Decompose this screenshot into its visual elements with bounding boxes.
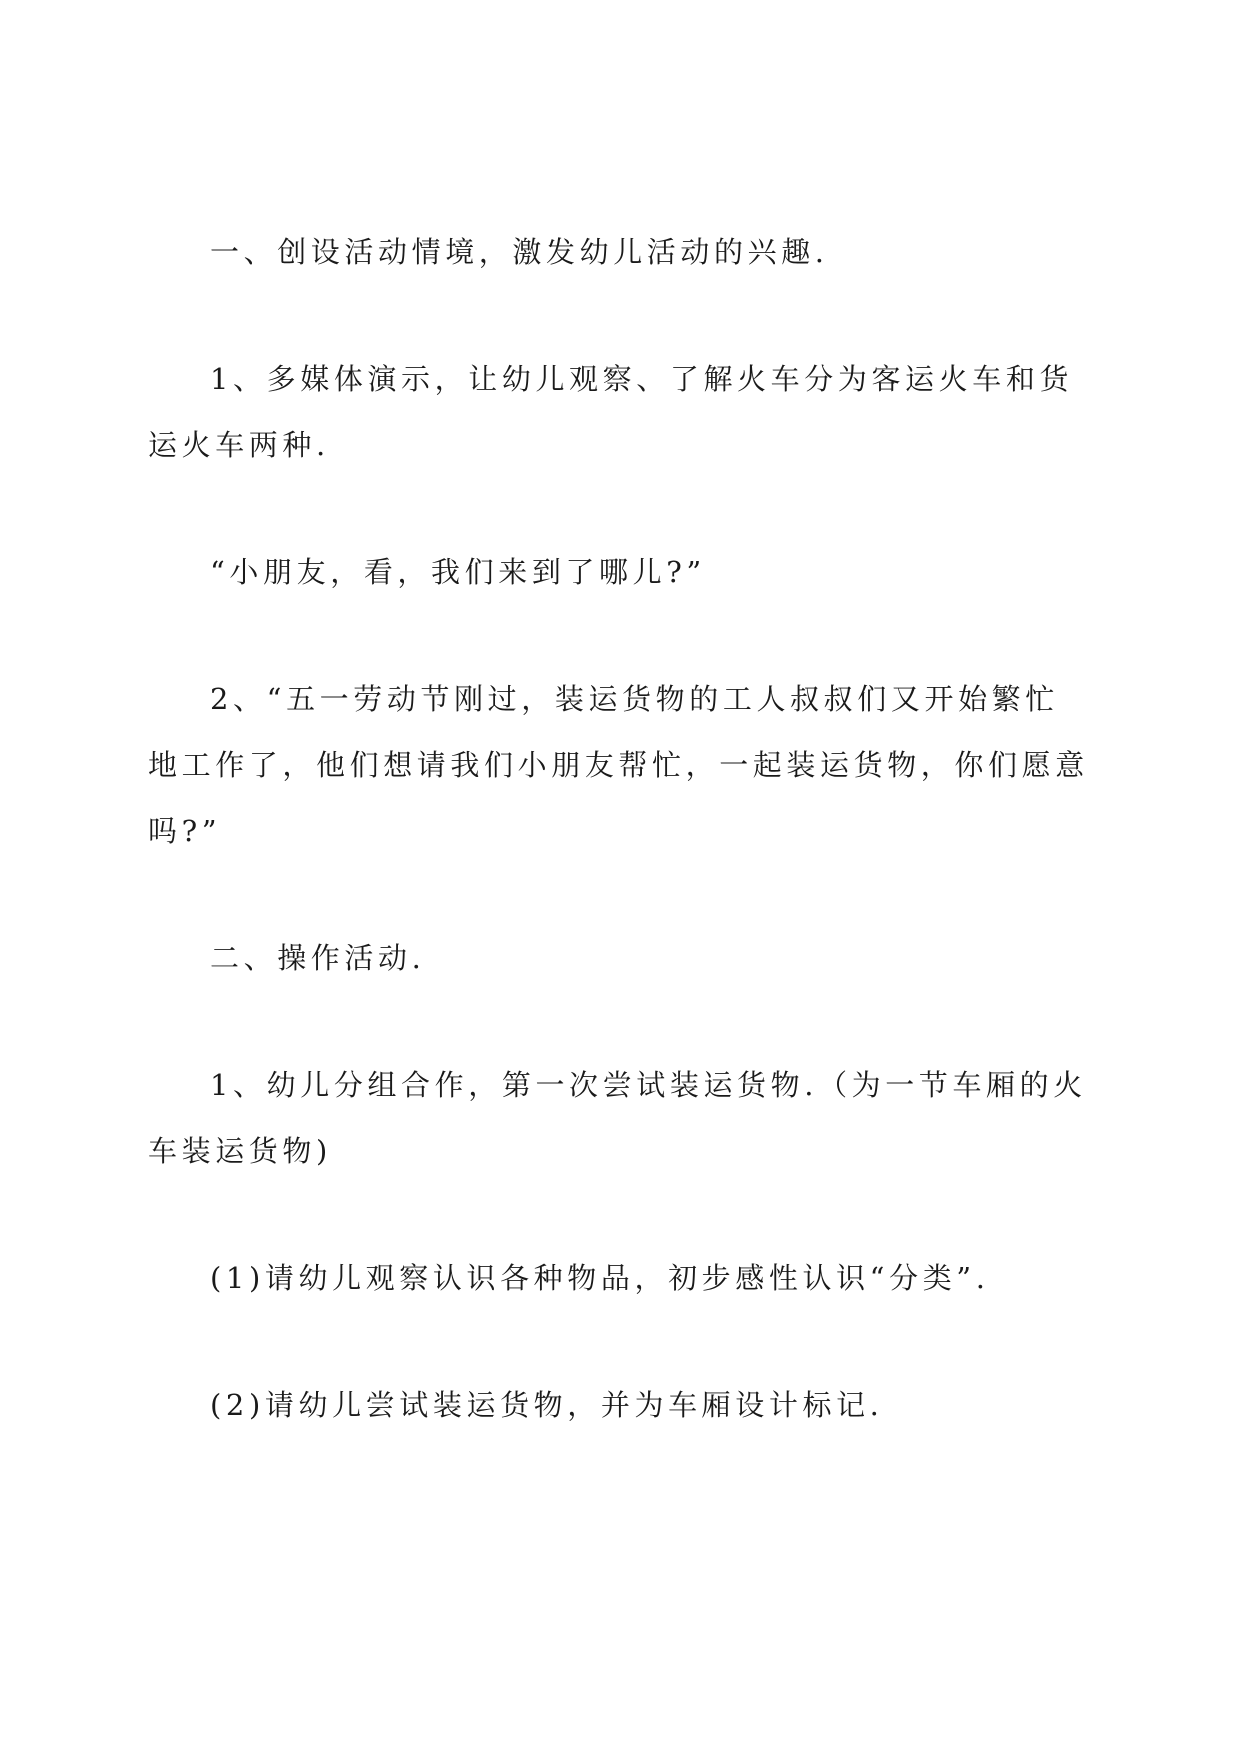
step-1-group-cooperation [148,1052,1108,1184]
paragraph-line: 车装运货物) [148,1134,332,1168]
paragraph-line: 地工作了，他们想请我们小朋友帮忙，一起装运货物，你们愿意 [148,748,1089,782]
teacher-question-quote [148,539,1108,605]
paragraph-line: (2)请幼儿尝试装运货物，并为车厢设计标记. [210,1388,884,1422]
step-2-invitation [148,666,1108,864]
paragraph-line: 1、幼儿分组合作，第一次尝试装运货物.（为一节车厢的火 [210,1068,1087,1102]
paragraph-line: 1、多媒体演示，让幼儿观察、了解火车分为客运火车和货 [210,362,1074,396]
paragraph-line: (1)请幼儿观察认识各种物品，初步感性认识“分类”. [210,1261,990,1295]
paragraph-line: 吗?” [148,814,222,848]
paragraph-line: 一、创设活动情境，激发幼儿活动的兴趣. [210,235,829,269]
substep-2-load-goods [148,1372,1108,1438]
step-1-multimedia-demo [148,346,1108,478]
document-body [148,219,1108,1499]
paragraph-line: 2、“五一劳动节刚过，装运货物的工人叔叔们又开始繁忙 [210,682,1059,716]
substep-1-observe-items [148,1245,1108,1311]
heading-create-activity-scenario [148,219,1108,285]
heading-operation-activity [148,925,1108,991]
paragraph-line: 二、操作活动. [210,941,426,975]
paragraph-line: “小朋友，看，我们来到了哪儿?” [210,555,706,589]
paragraph-line: 运火车两种. [148,428,330,462]
